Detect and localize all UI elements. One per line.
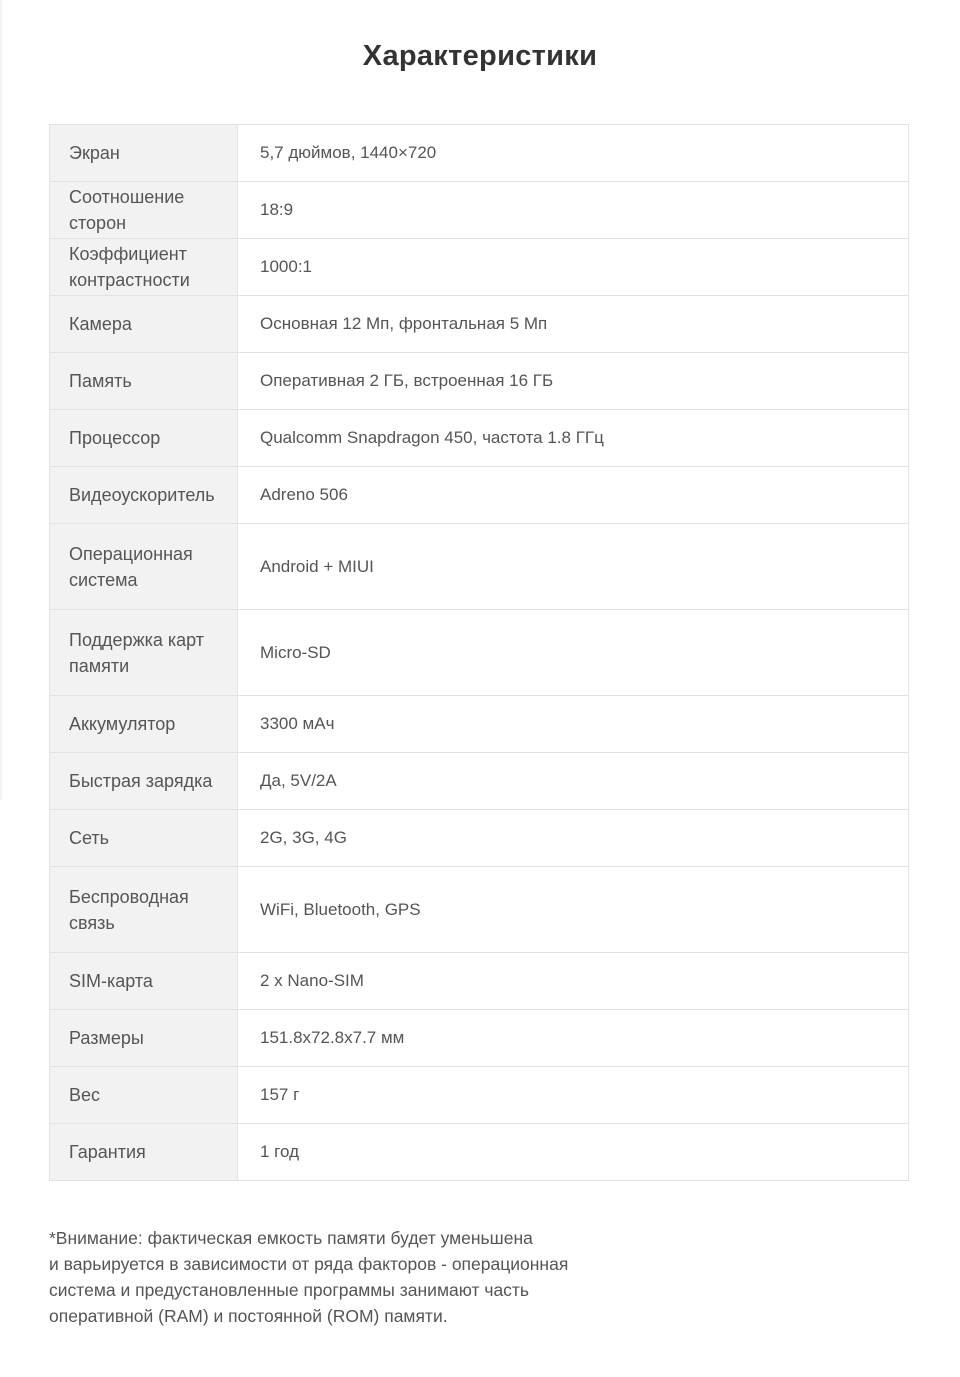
spec-row-warranty	[50, 1124, 908, 1181]
spec-row-weight	[50, 1067, 908, 1124]
spec-value: 157 г	[260, 1085, 300, 1104]
spec-value: WiFi, Bluetooth, GPS	[260, 899, 421, 919]
memory-footnote	[49, 1225, 649, 1329]
spec-table	[49, 124, 909, 1181]
spec-row-gpu	[50, 467, 908, 524]
footnote-line: и варьируется в зависимости от ряда факторов - операционная	[49, 1254, 569, 1274]
spec-value: 2 x Nano-SIM	[260, 971, 364, 990]
spec-label: Видеоускоритель	[50, 467, 238, 523]
spec-value: Основная 12 Мп, фронтальная 5 Мп	[260, 314, 548, 333]
spec-value: 1 год	[260, 1142, 300, 1161]
spec-value: Да, 5V/2A	[260, 771, 337, 790]
spec-row-network	[50, 810, 908, 867]
spec-label: Аккумулятор	[50, 696, 238, 752]
spec-value: 5,7 дюймов, 1440×720	[260, 143, 437, 162]
page-title: Характеристики	[362, 40, 598, 72]
spec-label: Процессор	[50, 410, 238, 466]
spec-value: 3300 мАч	[260, 714, 335, 733]
footnote-line: система и предустановленные программы занимают часть	[49, 1280, 530, 1300]
spec-row-os	[50, 524, 908, 610]
spec-row-aspect-ratio	[50, 182, 908, 239]
left-edge-line	[0, 0, 2, 800]
spec-row-battery	[50, 696, 908, 753]
spec-row-processor	[50, 410, 908, 467]
spec-label: Размеры	[50, 1010, 238, 1066]
spec-row-memory	[50, 353, 908, 410]
spec-row-sim	[50, 953, 908, 1010]
spec-value: Micro-SD	[260, 642, 331, 662]
spec-value: Android + MIUI	[260, 556, 374, 576]
spec-label: SIM-карта	[50, 953, 238, 1009]
spec-label: Быстрая зарядка	[50, 753, 238, 809]
spec-label: Соотношение сторон	[50, 182, 238, 238]
spec-row-wireless	[50, 867, 908, 953]
spec-label: Беспроводная связь	[50, 867, 238, 952]
spec-value: 151.8x72.8x7.7 мм	[260, 1028, 405, 1047]
spec-row-camera	[50, 296, 908, 353]
spec-label: Экран	[50, 125, 238, 181]
spec-value: Оперативная 2 ГБ, встроенная 16 ГБ	[260, 371, 554, 390]
spec-label: Вес	[50, 1067, 238, 1123]
spec-label: Поддержка карт памяти	[50, 610, 238, 695]
spec-row-dimensions	[50, 1010, 908, 1067]
footnote-line: *Внимание: фактическая емкость памяти будет уменьшена	[49, 1228, 533, 1248]
spec-value: Adreno 506	[260, 485, 348, 504]
spec-value: Qualcomm Snapdragon 450, частота 1.8 ГГц	[260, 428, 604, 447]
spec-value: 1000:1	[260, 257, 312, 276]
spec-label: Сеть	[50, 810, 238, 866]
spec-label: Камера	[50, 296, 238, 352]
spec-value: 18:9	[260, 200, 294, 219]
spec-value: 2G, 3G, 4G	[260, 828, 347, 847]
spec-label: Операционная система	[50, 524, 238, 609]
spec-row-screen	[50, 125, 908, 182]
spec-row-contrast	[50, 239, 908, 296]
spec-row-memory-card	[50, 610, 908, 696]
footnote-line: оперативной (RAM) и постоянной (ROM) памяти.	[49, 1306, 448, 1326]
spec-row-fast-charge	[50, 753, 908, 810]
spec-label: Память	[50, 353, 238, 409]
spec-label: Гарантия	[50, 1124, 238, 1180]
spec-label: Коэффициент контрастности	[50, 239, 238, 295]
